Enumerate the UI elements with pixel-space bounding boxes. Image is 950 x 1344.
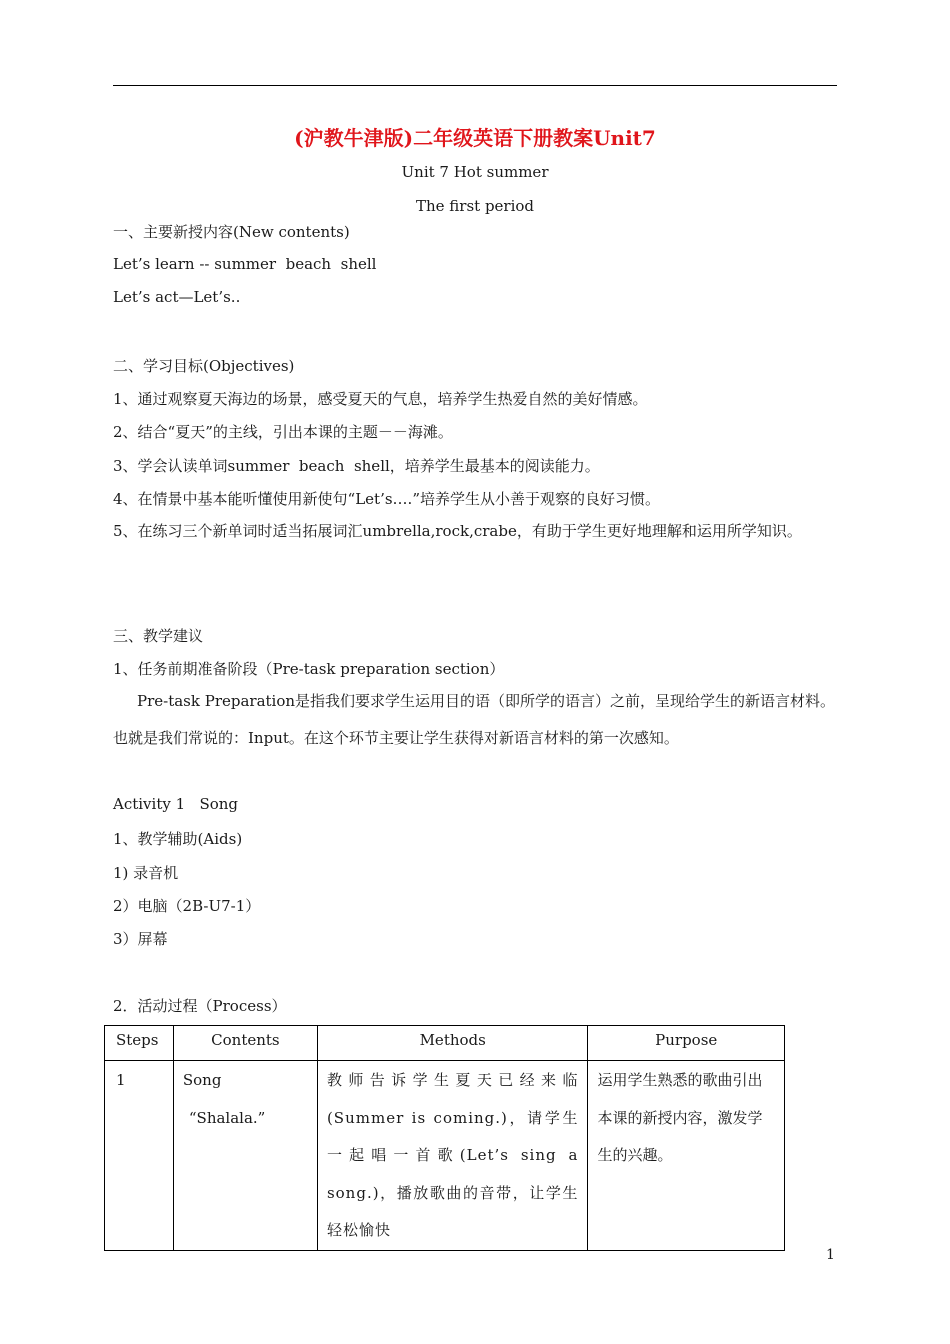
section-heading-teaching-suggestions: 三、教学建议 <box>113 627 204 645</box>
objective-item: 3、学会认读单词summer beach shell，培养学生最基本的阅读能力。 <box>113 457 600 475</box>
unit-subtitle: Unit 7 Hot summer <box>401 163 549 181</box>
aids-heading: 1、教学辅助(Aids) <box>113 830 243 848</box>
header-purpose: Purpose <box>588 1026 785 1061</box>
contents-line-1: Song <box>182 1071 222 1089</box>
table-header-row <box>105 1026 785 1061</box>
new-contents-line-2: Let’s act—Let’s.. <box>113 288 241 306</box>
objective-item: 5、在练习三个新单词时适当拓展词汇umbrella,rock,crabe，有助于学生更好地理解和运用所学知识。 <box>113 522 802 540</box>
aids-item: 2）电脑（2B-U7-1） <box>113 897 261 915</box>
table-row <box>105 1061 785 1251</box>
aids-item: 1) 录音机 <box>113 864 179 882</box>
document-title: (沪教牛津版)二年级英语下册教案Unit7 <box>294 126 656 150</box>
cell-methods: 教师告诉学生夏天已经来临(Summer is coming.)，请学生一起唱一首歌(Let’s sing a song.)，播放歌曲的音带，让学生轻松愉快 <box>317 1061 588 1251</box>
contents-line-2: “Shalala.” <box>188 1108 266 1127</box>
header-rule <box>113 85 837 86</box>
objective-item: 4、在情景中基本能听懂使用新使句“Let’s….”培养学生从小善于观察的良好习惯。 <box>113 490 660 508</box>
process-table <box>104 1025 785 1251</box>
cell-purpose: 运用学生熟悉的歌曲引出本课的新授内容，激发学生的兴趣。 <box>588 1061 785 1251</box>
header-contents: Contents <box>173 1026 317 1061</box>
section-heading-new-contents: 一、主要新授内容(New contents) <box>113 223 350 241</box>
activity-title: Activity 1 Song <box>113 795 239 813</box>
header-methods: Methods <box>317 1026 588 1061</box>
objective-item: 1、通过观察夏天海边的场景，感受夏天的气息，培养学生热爱自然的美好情感。 <box>113 390 648 408</box>
new-contents-line-1: Let’s learn -- summer beach shell <box>113 255 377 273</box>
page-number: 1 <box>826 1247 835 1263</box>
aids-item: 3）屏幕 <box>113 930 168 948</box>
pre-task-paragraph: Pre-task Preparation是指我们要求学生运用目的语（即所学的语言）之前，呈现给学生的新语言材料。也就是我们常说的：Input。在这个环节主要让学生获得对新语言材料的第一次感知。 <box>113 692 836 747</box>
header-steps: Steps <box>105 1026 174 1061</box>
process-heading: 2．活动过程（Process） <box>113 997 287 1015</box>
objective-item: 2、结合“夏天”的主线，引出本课的主题－－海滩。 <box>113 423 453 441</box>
cell-step: 1 <box>105 1061 174 1251</box>
period-subtitle: The first period <box>415 197 535 215</box>
pre-task-heading: 1、任务前期准备阶段（Pre-task preparation section） <box>113 660 505 678</box>
section-heading-objectives: 二、学习目标(Objectives) <box>113 357 295 375</box>
cell-contents <box>173 1061 317 1251</box>
